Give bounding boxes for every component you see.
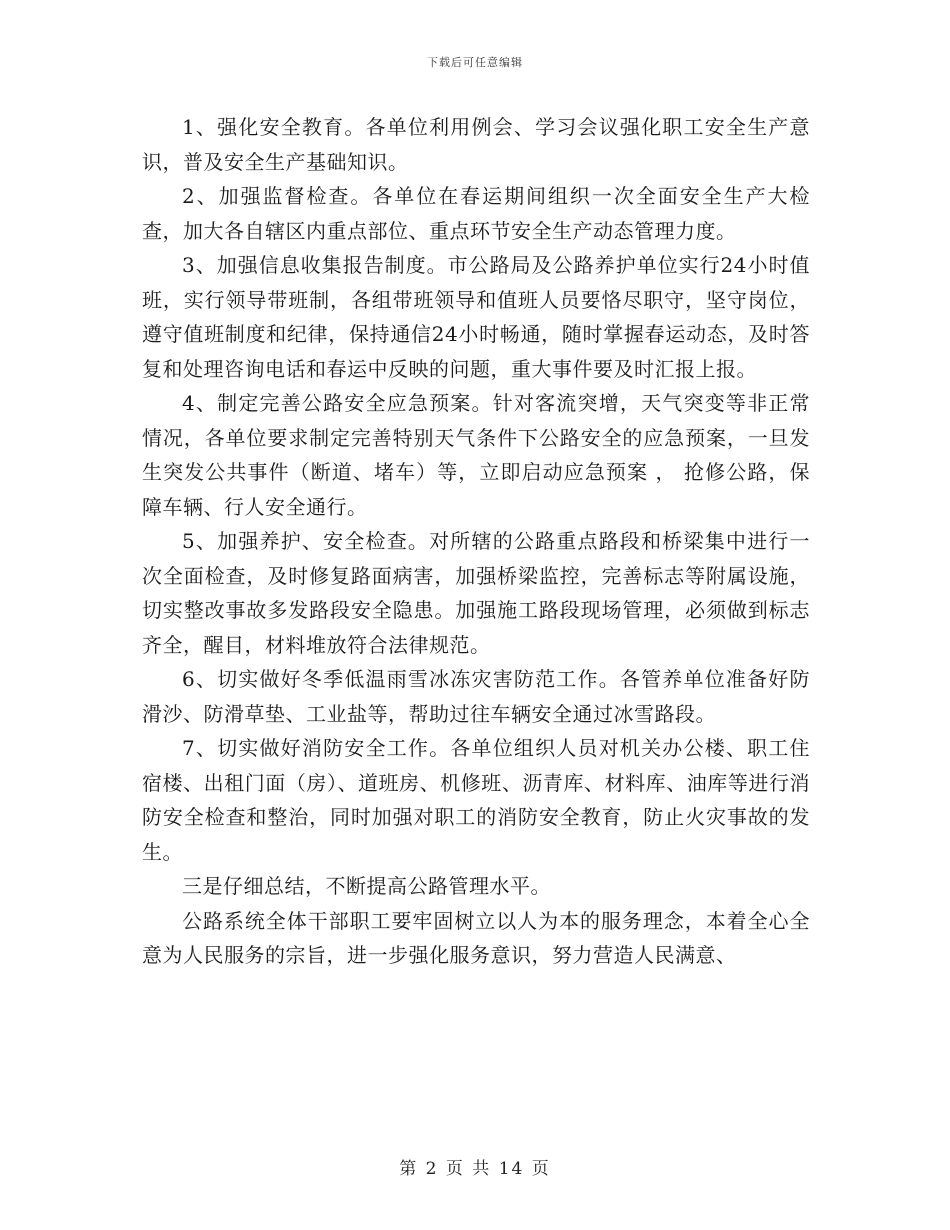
section-heading: 三是仔细总结，不断提高公路管理水平。 [182, 874, 551, 898]
paragraph-1: 1、强化安全教育。各单位利用例会、学习会议强化职工安全生产意识，普及安全生产基础知识。 [142, 115, 810, 174]
paragraph-9: 公路系统全体干部职工要牢固树立以人为本的服务理念，本着全心全意为人民服务的宗旨，进一步强化服务意识，努力营造人民满意、 [142, 908, 810, 967]
paragraph-4: 4、制定完善公路安全应急预案。针对客流突增，天气突变等非正常情况，各单位要求制定完善特别天气条件下公路安全的应急预案，一旦发生突发公共事件（断道、堵车）等，立即启动应急预案 ， 抢修公路，保障车辆、行人安全通行。 [142, 391, 810, 519]
paragraph-5: 5、加强养护、安全检查。对所辖的公路重点路段和桥梁集中进行一次全面检查，及时修复路面病害，加强桥梁监控，完善标志等附属设施，切实整改事故多发路段安全隐患。加强施工路段现场管理，必须做到标志齐全，醒目，材料堆放符合法律规范。 [142, 529, 810, 657]
paragraph-7: 7、切实做好消防安全工作。各单位组织人员对机关办公楼、职工住宿楼、出租门面（房）、道班房、机修班、沥青库、材料库、油库等进行消防安全检查和整治，同时加强对职工的消防安全教育，防止火灾事故的发生。 [142, 736, 810, 864]
paragraph-6: 6、切实做好冬季低温雨雪冰冻灾害防范工作。各管养单位准备好防滑沙、防滑草垫、工业盐等，帮助过往车辆安全通过冰雪路段。 [142, 667, 810, 726]
paragraph-3: 3、加强信息收集报告制度。市公路局及公路养护单位实行24小时值班，实行领导带班制，各组带班领导和值班人员要恪尽职守，坚守岗位，遵守值班制度和纪律，保持通信24小时畅通，随时掌握春运动态，及时答复和处理咨询电话和春运中反映的问题，重大事件要及时汇报上报。 [142, 253, 810, 381]
page-number-footer: 第 2 页 共 14 页 [399, 1159, 551, 1179]
document-body [142, 110, 810, 973]
paragraph-2: 2、加强监督检查。各单位在春运期间组织一次全面安全生产大检查，加大各自辖区内重点部位、重点环节安全生产动态管理力度。 [142, 184, 810, 243]
page-header-note: 下载后可任意编辑 [427, 56, 523, 69]
